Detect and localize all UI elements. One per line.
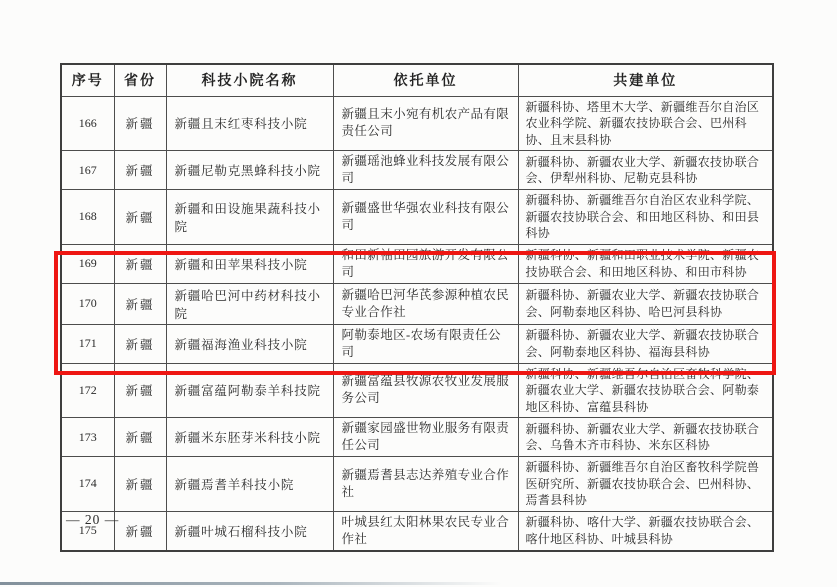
cell-seq: 175 (61, 511, 114, 551)
table-row (61, 96, 773, 151)
cell-seq: 171 (61, 324, 114, 363)
cell-partners: 新疆科协、塔里木大学、新疆维吾尔自治区农业科学院、新疆农技协联合会、巴州科协、且末县科协 (518, 96, 773, 151)
cell-province: 新疆 (114, 418, 166, 457)
cell-support: 阿勒泰地区-农场有限责任公司 (333, 324, 518, 363)
cell-name: 新疆且末红枣科技小院 (166, 96, 333, 151)
data-table (60, 63, 774, 552)
cell-support: 新疆盛世华强农业科技有限公司 (333, 190, 518, 245)
cell-support: 新疆焉耆县志达养殖专业合作社 (333, 457, 518, 512)
header-seq: 序号 (61, 64, 114, 96)
header-partner-units: 共建单位 (518, 64, 773, 96)
cell-support: 新疆瑶池蜂业科技发展有限公司 (333, 151, 518, 190)
cell-seq: 167 (61, 151, 114, 190)
scan-edge-artifact (0, 582, 502, 585)
cell-support: 新疆富蕴县牧源农牧业发展服务公司 (333, 363, 518, 418)
cell-support: 新疆且末小宛有机农产品有限责任公司 (333, 96, 518, 151)
cell-support: 叶城县红太阳林果农民专业合作社 (333, 511, 518, 551)
page-number: — 20 — (66, 512, 120, 527)
cell-partners: 新疆科协、新疆农业大学、新疆农技协联合会、伊犁州科协、尼勒克县科协 (518, 151, 773, 190)
cell-province: 新疆 (114, 324, 166, 363)
cell-province: 新疆 (114, 457, 166, 512)
cell-name: 新疆哈巴河中药材科技小院 (166, 283, 333, 324)
cell-province: 新疆 (114, 190, 166, 245)
cell-seq: 172 (61, 363, 114, 418)
table-row (61, 244, 773, 283)
table-row-highlighted (61, 283, 773, 324)
cell-name: 新疆叶城石榴科技小院 (166, 511, 333, 551)
cell-province: 新疆 (114, 96, 166, 151)
cell-partners: 新疆科协、新疆维吾尔自治区畜牧科学院兽医研究所、新疆农技协联合会、巴州科协、焉耆县科协 (518, 457, 773, 512)
cell-partners: 新疆科协、新疆维吾尔自治区农业科学院、新疆农技协联合会、和田地区科协、和田县科协 (518, 190, 773, 245)
cell-support: 新疆家园盛世物业服务有限责任公司 (333, 418, 518, 457)
cell-name: 新疆富蕴阿勒泰羊科技院 (166, 363, 333, 418)
cell-seq: 166 (61, 96, 114, 151)
cell-name: 新疆和田苹果科技小院 (166, 244, 333, 283)
header-support-unit: 依托单位 (333, 64, 518, 96)
table-row (61, 457, 773, 512)
cell-seq: 168 (61, 190, 114, 245)
cell-seq: 169 (61, 244, 114, 283)
cell-partners: 新疆科协、新疆维吾尔自治区畜牧科学院、新疆农业大学、新疆农技协联合会、阿勒泰地区科协、富蕴县科协 (518, 363, 773, 418)
cell-province: 新疆 (114, 151, 166, 190)
table-row-highlighted (61, 324, 773, 363)
cell-name: 新疆福海渔业科技小院 (166, 324, 333, 363)
table-row (61, 151, 773, 190)
cell-name: 新疆米东胚芽米科技小院 (166, 418, 333, 457)
table-row-highlighted (61, 363, 773, 418)
cell-seq: 173 (61, 418, 114, 457)
cell-partners: 新疆科协、新疆农业大学、新疆农技协联合会、乌鲁木齐市科协、米东区科协 (518, 418, 773, 457)
cell-name: 新疆焉耆羊科技小院 (166, 457, 333, 512)
cell-province: 新疆 (114, 244, 166, 283)
table-row (61, 418, 773, 457)
cell-seq: 170 (61, 283, 114, 324)
table-row (61, 190, 773, 245)
cell-seq: 174 (61, 457, 114, 512)
cell-province: 新疆 (114, 511, 166, 551)
cell-partners: 新疆科协、新疆农业大学、新疆农技协联合会、阿勒泰地区科协、哈巴河县科协 (518, 283, 773, 324)
cell-support: 新疆哈巴河华芪参源种植农民专业合作社 (333, 283, 518, 324)
cell-partners: 新疆科协、新疆和田职业技术学院、新疆农技协联合会、和田地区科协、和田市科协 (518, 244, 773, 283)
table-row (61, 511, 773, 551)
cell-name: 新疆和田设施果蔬科技小院 (166, 190, 333, 245)
cell-province: 新疆 (114, 363, 166, 418)
header-province: 省份 (114, 64, 166, 96)
cell-province: 新疆 (114, 283, 166, 324)
cell-partners: 新疆科协、新疆农业大学、新疆农技协联合会、阿勒泰地区科协、福海县科协 (518, 324, 773, 363)
cell-name: 新疆尼勒克黑蜂科技小院 (166, 151, 333, 190)
header-name: 科技小院名称 (166, 64, 333, 96)
cell-partners: 新疆科协、喀什大学、新疆农技协联合会、喀什地区科协、叶城县科协 (518, 511, 773, 551)
science-courtyard-table (60, 63, 774, 552)
cell-support: 和田新袖田园旅游开发有限公司 (333, 244, 518, 283)
table-header-row (61, 64, 773, 96)
